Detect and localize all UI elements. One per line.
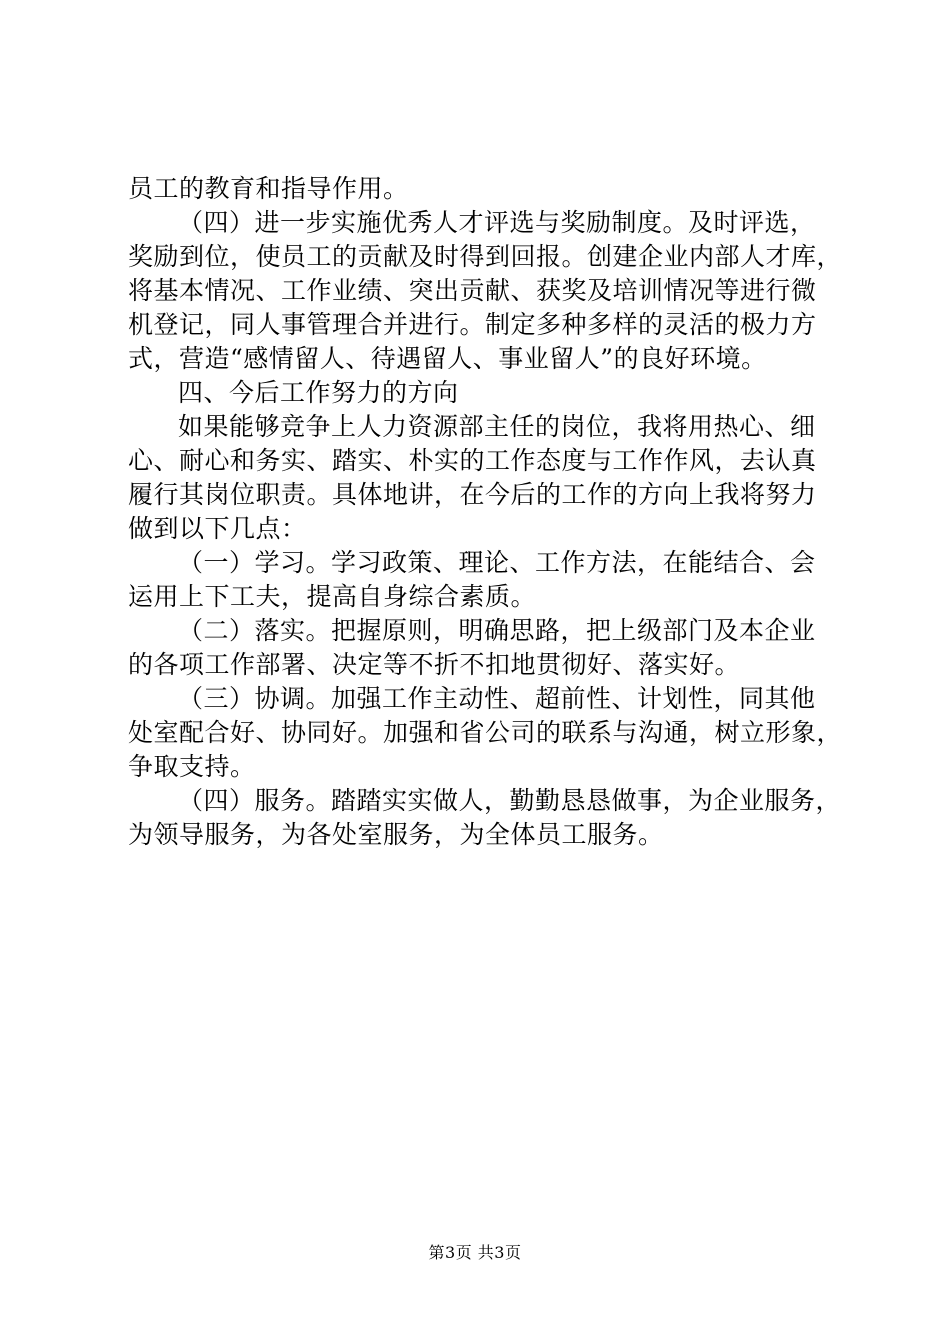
text-line: 的各项工作部署、决定等不折不扣地贯彻好、落实好。 (128, 650, 741, 679)
text-line: （四）服务。踏踏实实做人，勤勤恳恳做事，为企业服务， (178, 786, 842, 815)
text-line: （二）落实。把握原则，明确思路，把上级部门及本企业 (178, 616, 816, 645)
text-line: （三）协调。加强工作主动性、超前性、计划性，同其他 (178, 684, 816, 713)
text-line: 奖励到位，使员工的贡献及时得到回报。创建企业内部人才库， (128, 242, 843, 271)
text-line: 处室配合好、协同好。加强和省公司的联系与沟通，树立形象， (128, 718, 843, 747)
text-line: 争取支持。 (128, 752, 256, 781)
text-line: 做到以下几点： (128, 514, 307, 543)
text-line: （四）进一步实施优秀人才评选与奖励制度。及时评选， (178, 208, 816, 237)
text-line: 将基本情况、工作业绩、突出贡献、获奖及培训情况等进行微 (128, 276, 817, 305)
text-line: （一）学习。学习政策、理论、工作方法，在能结合、会 (178, 548, 816, 577)
page-number-footer: 第3页 共3页 (428, 1243, 522, 1262)
text-line: 履行其岗位职责。具体地讲，在今后的工作的方向上我将努力 (128, 480, 817, 509)
text-line: 心、耐心和务实、踏实、朴实的工作态度与工作作风，去认真 (128, 446, 817, 475)
document-body (128, 172, 843, 852)
text-line: 员工的教育和指导作用。 (128, 174, 409, 203)
text-line: 式，营造“感情留人、待遇留人、事业留人”的良好环境。 (128, 344, 767, 373)
text-line: 为领导服务，为各处室服务，为全体员工服务。 (128, 820, 664, 849)
section-heading: 四、今后工作努力的方向 (178, 378, 459, 407)
text-line: 如果能够竞争上人力资源部主任的岗位，我将用热心、细 (178, 412, 816, 441)
text-line: 运用上下工夫，提高自身综合素质。 (128, 582, 537, 611)
text-line: 机登记，同人事管理合并进行。制定多种多样的灵活的极力方 (128, 310, 817, 339)
